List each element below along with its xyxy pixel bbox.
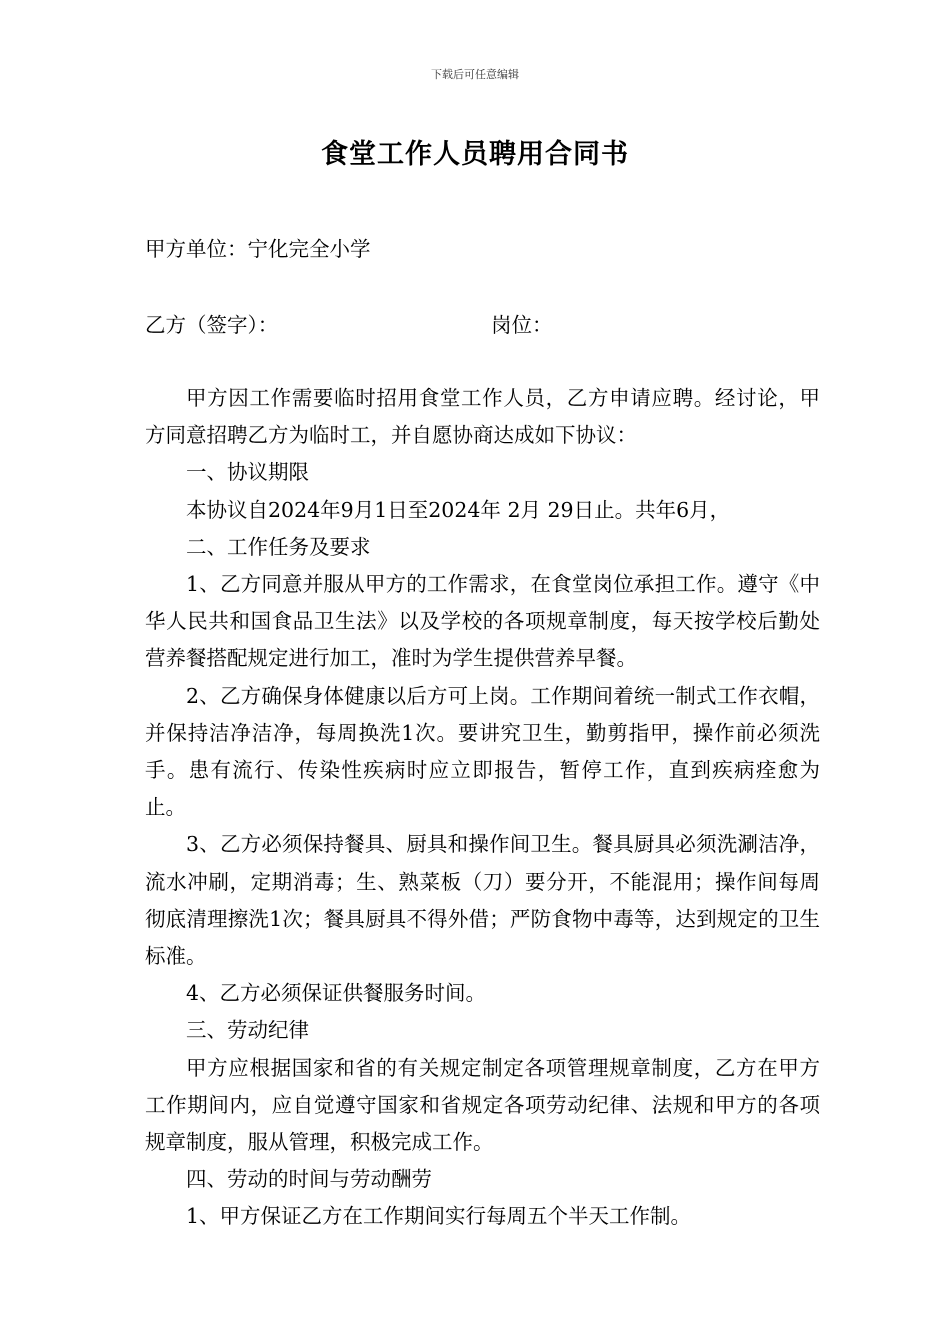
discipline-paragraph: 甲方应根据国家和省的有关规定制定各项管理规章制度，乙方在甲方工作期间内，应自觉遵守国家和省规定各项劳动纪律、法规和甲方的各项规章制度，服从管理，积极完成工作。 [145, 1055, 820, 1155]
duty-item-2: 2、乙方确保身体健康以后方可上岗。工作期间着统一制式工作衣帽，并保持洁净洁净，每周换洗1次。要讲究卫生，勤剪指甲，操作前必须洗手。患有流行、传染性疾病时应立即报告，暂停工作，直到疾病痊愈为止。 [145, 683, 820, 820]
section-heading-duties: 二、工作任务及要求 [186, 534, 371, 559]
page-header-note: 下载后可任意编辑 [431, 68, 519, 81]
duty-item-1: 1、乙方同意并服从甲方的工作需求，在食堂岗位承担工作。遵守《中华人民共和国食品卫生法》以及学校的各项规章制度，每天按学校后勤处营养餐搭配规定进行加工，准时为学生提供营养早餐。 [145, 572, 820, 671]
party-b-label: 乙方（签字）： [145, 313, 279, 337]
section-heading-hours-pay: 四、劳动的时间与劳动酬劳 [186, 1167, 432, 1192]
duty-item-3: 3、乙方必须保持餐具、厨具和操作间卫生。餐具厨具必须洗涮洁净，流水冲刷，定期消毒；生、熟菜板（刀）要分开，不能混用；操作间每周彻底清理擦洗1次；餐具厨具不得外借；严防食物中毒等，达到规定的卫生标准。 [145, 832, 820, 969]
post-label: 岗位： [491, 313, 553, 337]
duty-item-4: 4、乙方必须保证供餐服务时间。 [186, 981, 487, 1006]
term-paragraph: 本协议自2024年9月1日至2024年 2月 29日止。共年6月， [186, 497, 731, 522]
party-a-line: 甲方单位：宁化完全小学 [145, 237, 371, 261]
section-heading-term: 一、协议期限 [186, 460, 309, 485]
section-heading-discipline: 三、劳动纪律 [186, 1018, 309, 1043]
intro-paragraph: 甲方因工作需要临时招用食堂工作人员，乙方申请应聘。经讨论，甲方同意招聘乙方为临时工，并自愿协商达成如下协议： [145, 386, 820, 448]
hours-item-1: 1、甲方保证乙方在工作期间实行每周五个半天工作制。 [186, 1204, 692, 1229]
document-title: 食堂工作人员聘用合同书 [321, 139, 629, 170]
party-b-line [145, 312, 745, 338]
contract-body [145, 380, 820, 1236]
